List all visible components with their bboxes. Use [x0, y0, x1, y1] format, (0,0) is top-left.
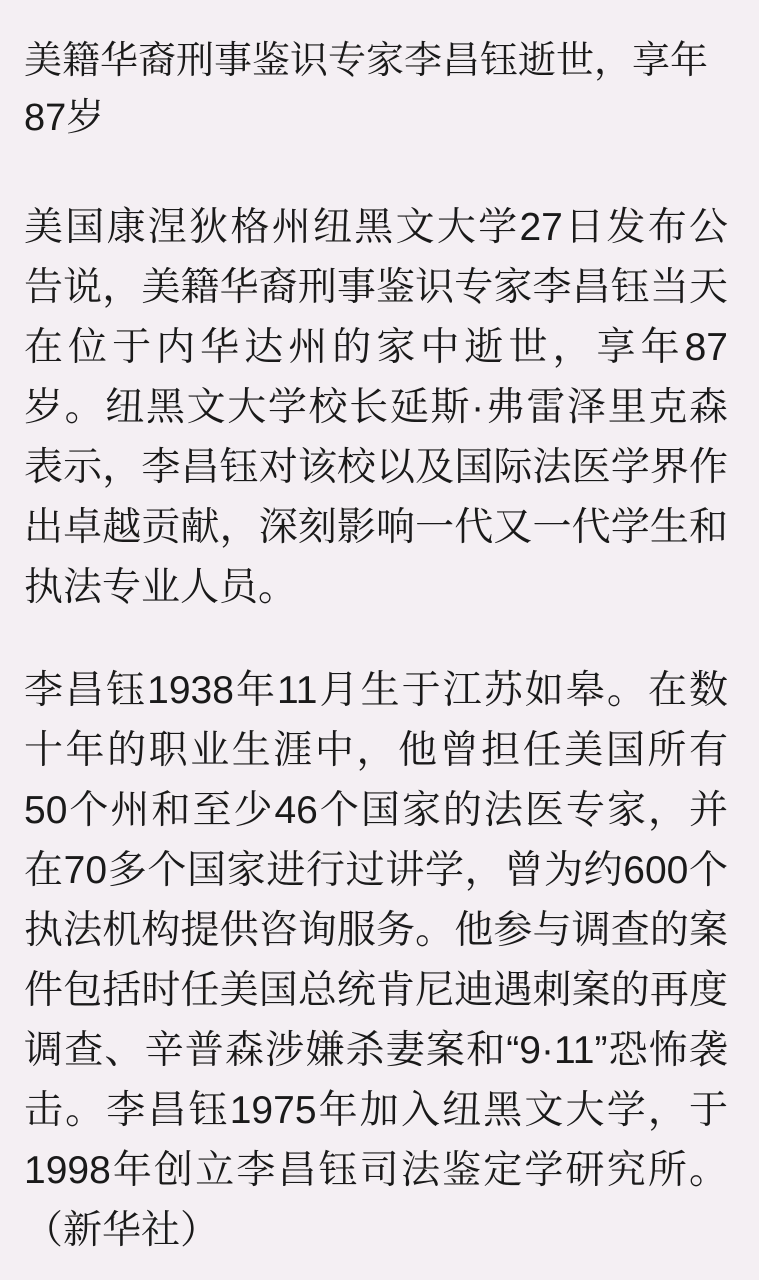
article [24, 33, 728, 1261]
article-paragraph: 美国康涅狄格州纽黑文大学27日发布公告说，美籍华裔刑事鉴识专家李昌钰当天在位于内华达州的家中逝世，享年87岁。纽黑文大学校长延斯·弗雷泽里克森表示，李昌钰对该校以及国际法医学界作出卓越贡献，深刻影响一代又一代学生和执法专业人员。 [24, 206, 728, 609]
article-title: 美籍华裔刑事鉴识专家李昌钰逝世，享年87岁 [24, 40, 709, 139]
article-paragraph: 李昌钰1938年11月生于江苏如皋。在数十年的职业生涯中，他曾担任美国所有50个州和至少46个国家的法医专家，并在70多个国家进行过讲学，曾为约600个执法机构提供咨询服务。他参与调查的案件包括时任美国总统肯尼迪遇刺案的再度调查、辛普森涉嫌杀妻案和“9·11”恐怖袭击。李昌钰1975年加入纽黑文大学，于1998年创立李昌钰司法鉴定学研究所。（新华社） [24, 669, 728, 1252]
